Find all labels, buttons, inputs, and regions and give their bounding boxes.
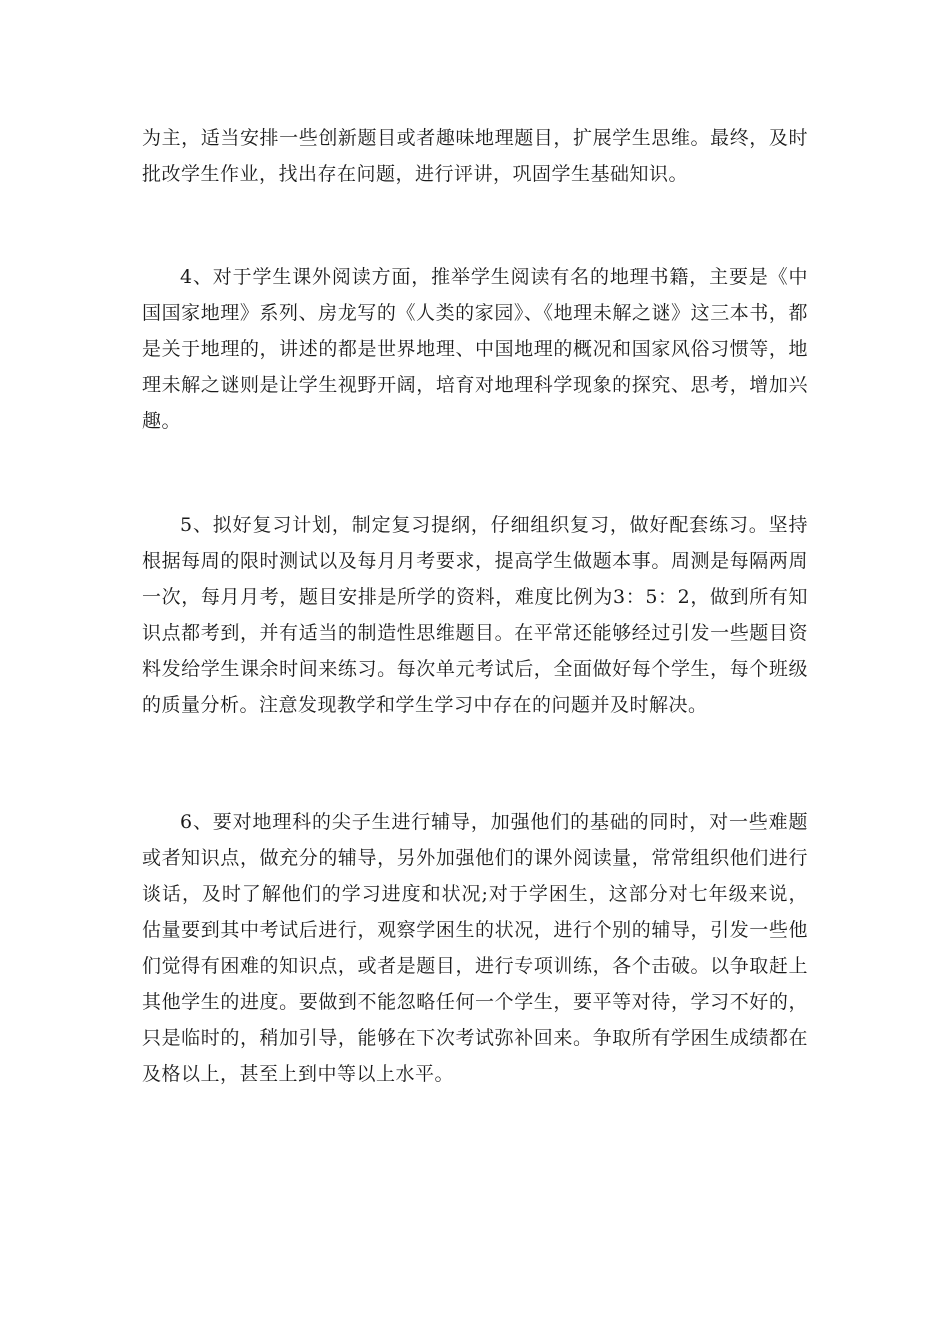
paragraph-item-4: 4、对于学生课外阅读方面，推举学生阅读有名的地理书籍，主要是《中国国家地理》系列、房龙写的《人类的家园》、《地理未解之谜》这三本书，都是关于地理的，讲述的都是世界地理、中国地理的概况和国家风俗习惯等，地理未解之谜则是让学生视野开阔，培育对地理科学现象的探究、思考，增加兴趣。 — [142, 266, 808, 432]
paragraph-item-6: 6、要对地理科的尖子生进行辅导，加强他们的基础的同时，对一些难题或者知识点，做充分的辅导，另外加强他们的课外阅读量，常常组织他们进行谈话，及时了解他们的学习进度和状况;对于学困生，这部分对七年级来说，估量要到其中考试后进行，观察学困生的状况，进行个别的辅导，引发一些他们觉得有困难的知识点，或者是题目，进行专项训练，各个击破。以争取赶上其他学生的进度。要做到不能忽略任何一个学生，要平等对待，学习不好的，只是临时的，稍加引导，能够在下次考试弥补回来。争取所有学困生成绩都在及格以上，甚至上到中等以上水平。 — [142, 811, 808, 1085]
paragraph-item-5: 5、拟好复习计划，制定复习提纲，仔细组织复习，做好配套练习。坚持根据每周的限时测试以及每月月考要求，提高学生做题本事。周测是每隔两周一次，每月月考，题目安排是所学的资料，难度比例为3：5：2，做到所有知识点都考到，并有适当的制造性思维题目。在平常还能够经过引发一些题目资料发给学生课余时间来练习。每次单元考试后，全面做好每个学生，每个班级的质量分析。注意发现教学和学生学习中存在的问题并及时解决。 — [142, 514, 808, 716]
paragraph-intro: 为主，适当安排一些创新题目或者趣味地理题目，扩展学生思维。最终，及时批改学生作业，找出存在问题，进行评讲，巩固学生基础知识。 — [142, 127, 808, 185]
